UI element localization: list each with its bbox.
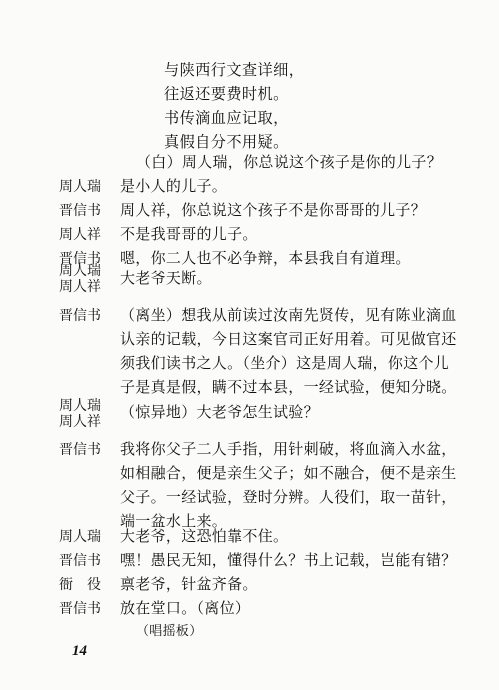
dialogue-line: 嗯，你二人也不必争辩，本县我自有道理。 bbox=[120, 249, 411, 267]
dialogue-line: （惊异地）大老爷怎生试验？ bbox=[120, 403, 319, 421]
speaker-name: 周人瑞 bbox=[59, 529, 101, 545]
speaker-name: 晋信书 bbox=[59, 308, 101, 324]
dialogue-line: 须我们读书之人。（坐介）这是周人瑞，你这个儿 bbox=[120, 354, 450, 372]
stage-direction: （唱摇板） bbox=[136, 624, 203, 639]
dialogue-line: （离坐）想我从前读过汝南先贤传，见有陈业滴血 bbox=[120, 306, 457, 324]
dialogue-line: 父子。一经试验，登时分辨。人役们，取一苗针， bbox=[120, 488, 457, 506]
speaker-name: 周人瑞 bbox=[59, 263, 101, 279]
verse-line: 真假自分不用疑。 bbox=[164, 133, 289, 151]
dialogue-text bbox=[120, 222, 455, 246]
speaker-name: 周人祥 bbox=[59, 279, 101, 295]
dialogue-line: 大老爷天断。 bbox=[120, 269, 212, 287]
dialogue-text bbox=[120, 198, 455, 222]
dialogue-line: 嘿！愚民无知，懂得什么？书上记载，岂能有错？ bbox=[120, 551, 457, 569]
speaker-name: 晋信书 bbox=[59, 553, 101, 569]
dialogue-text bbox=[120, 572, 455, 596]
speaker-name: 周人瑞 bbox=[59, 179, 101, 195]
verse-line: 书传滴血应记取， bbox=[164, 109, 289, 127]
dialogue-text bbox=[120, 266, 455, 290]
dialogue-text bbox=[120, 524, 455, 548]
dialogue-line: 如相融合，便是亲生父子；如不融合，便不是亲生 bbox=[120, 464, 457, 482]
speaker-name: 衙 役 bbox=[59, 577, 101, 593]
dialogue-text bbox=[120, 174, 455, 198]
speaker-name: 晋信书 bbox=[59, 601, 101, 617]
dialogue-line: 大老爷，这恐怕靠不住。 bbox=[120, 527, 289, 545]
dialogue-text bbox=[120, 400, 455, 424]
speaker-name: 周人祥 bbox=[59, 414, 101, 430]
speaker-name: 周人祥 bbox=[59, 227, 101, 243]
speaker-name: 晋信书 bbox=[59, 251, 101, 267]
verse-block bbox=[164, 58, 464, 154]
dialogue-text bbox=[120, 596, 455, 620]
speaker-name: 晋信书 bbox=[59, 442, 101, 458]
dialogue-line: 禀老爷，针盆齐备。 bbox=[120, 575, 258, 593]
dialogue-line: 放在堂口。（离位） bbox=[120, 599, 251, 617]
dialogue-line: 是小人的儿子。 bbox=[120, 177, 228, 195]
page-number: 14 bbox=[72, 643, 87, 659]
aside-line: （白）周人瑞，你总说这个孩子是你的儿子？ bbox=[136, 153, 443, 171]
dialogue-text bbox=[120, 437, 455, 533]
dialogue-line: 周人祥，你总说这个孩子不是你哥哥的儿子？ bbox=[120, 201, 427, 219]
dialogue-line: 认亲的记载，今日这案官司正好用着。可见做官还 bbox=[120, 330, 457, 348]
dialogue-line: 我将你父子二人手指，用针刺破，将血滴入水盆， bbox=[120, 440, 457, 458]
speaker-name: 周人瑞 bbox=[59, 398, 101, 414]
dialogue-line: 端一盆水上来。 bbox=[120, 512, 228, 530]
dialogue-line: 子是真是假，瞒不过本县，一经试验，便知分晓。 bbox=[120, 378, 457, 396]
dialogue-text bbox=[120, 303, 455, 399]
dialogue-text bbox=[120, 548, 455, 572]
verse-line: 往返还要费时机。 bbox=[164, 85, 289, 103]
speaker-name: 晋信书 bbox=[59, 203, 101, 219]
dialogue-line: 不是我哥哥的儿子。 bbox=[120, 225, 258, 243]
verse-line: 与陕西行文查详细， bbox=[164, 61, 305, 79]
